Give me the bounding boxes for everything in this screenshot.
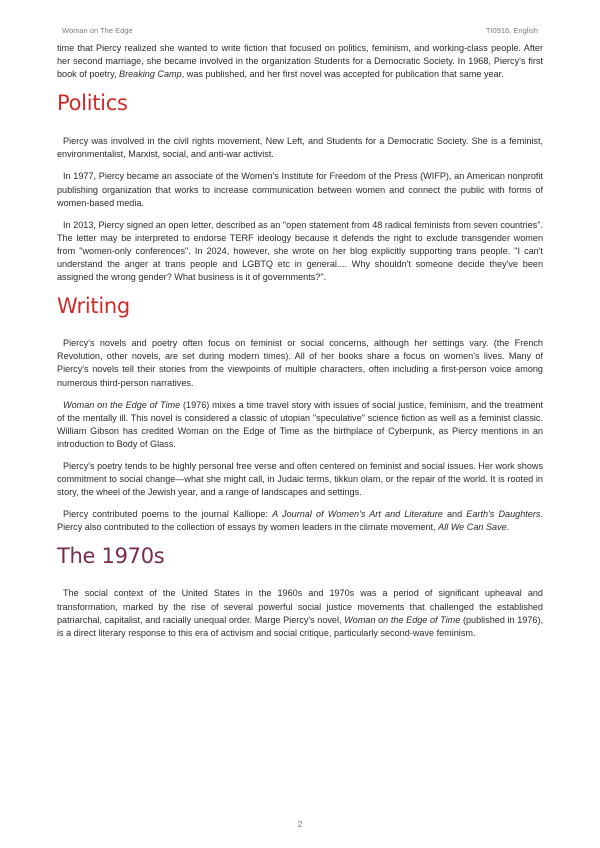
writing-paragraph-3: Piercy's poetry tends to be highly personal free verse and often centered on feminist and social issues. Her work shows commitment to social change—what she might call, in Judaic terms, tikkun olam, or the repair of the world. It is rooted in story, the wheel of the Jewish year, and a range of landscapes and settings. <box>57 460 543 498</box>
book-title: Woman on the Edge of Time <box>63 399 181 410</box>
writing-paragraph-4: Piercy contributed poems to the journal Kalliope: A Journal of Women's Art and Literature and Earth's Daughters. Piercy also contributed to the collection of essays by women leaders in the climate movement, All We Can Save. <box>57 509 543 533</box>
politics-paragraph-3: In 2013, Piercy signed an open letter, described as an "open statement from 48 radical feminists from seven countries". The letter may be interpreted to endorse TERF ideology because it defends the right to exclude transgender women from "women-only conferences". In 2024, however, she wrote on her blog explicitly supporting trans people. "I can't understand the anger at trans people and LGBTQ etc in general.... Why shouldn't someone decide they've been assigned the wrong gender? What business is it of governments?". <box>57 219 543 283</box>
page-number: 2 <box>297 819 303 829</box>
publication-title: Earth's Daughters <box>466 509 541 520</box>
politics-paragraph-1: Piercy was involved in the civil rights movement, New Left, and Students for a Democratic Society. She is a feminist, environmentalist, Marxist, social, and anti-war activist. <box>57 136 543 160</box>
politics-paragraph-2: In 1977, Piercy became an associate of the Women's Institute for Freedom of the Press (WIFP), an American nonprofit publishing organization that works to increase communication between women and connect the public with forms of women-based media. <box>57 171 543 208</box>
intro-paragraph: time that Piercy realized she wanted to write fiction that focused on politics, feminism, and working-class people. After her second marriage, she became involved in the organization Students for a Democratic Society. In 1968, Piercy's first book of poetry, Breaking Camp, was published, and her first novel was accepted for publication that same year. <box>57 43 543 80</box>
seventies-paragraph-1: The social context of the United States in the 1960s and 1970s was a period of significant upheaval and transformation, marked by the rise of several powerful social justice movements that challenged the established patriarchal, capitalist, and racially unequal order. Marge Piercy's novel, Woman on the Edge of Time (published in 1976), is a direct literary response to this era of activism and social critique, particularly second-wave feminism. <box>57 588 544 638</box>
writing-heading: Writing <box>57 294 130 319</box>
journal-title: A Journal of Women's Art and Literature <box>272 509 443 520</box>
page-content <box>57 42 543 649</box>
page-header <box>62 26 538 38</box>
book-title: Woman on the Edge of Time <box>344 614 461 625</box>
book-title: All We Can Save <box>438 522 507 533</box>
politics-heading: Politics <box>57 91 128 116</box>
book-title: Breaking Camp <box>119 69 182 80</box>
header-course-code: TI0916, English <box>485 26 538 35</box>
seventies-heading: The 1970s <box>57 544 165 569</box>
writing-paragraph-1: Piercy's novels and poetry often focus on feminist or social concerns, although her settings vary. (the French Revolution, other novels, are set during modern times). All of her books share a focus on women's lives. Many of Piercy's novels tell their stories from the viewpoints of multiple characters, often including a first-person voice among numerous third-person narratives. <box>57 338 543 388</box>
writing-paragraph-2: Woman on the Edge of Time (1976) mixes a time travel story with issues of social justice, feminism, and the treatment of the mentally ill. This novel is considered a classic of utopian "speculative" science fiction as well as a feminist classic. William Gibson has credited Woman on the Edge of Time as the birthplace of Cyberpunk, as Piercy mentions in an introduction to Body of Glass. <box>57 399 543 449</box>
header-title: Woman on The Edge <box>62 26 133 35</box>
